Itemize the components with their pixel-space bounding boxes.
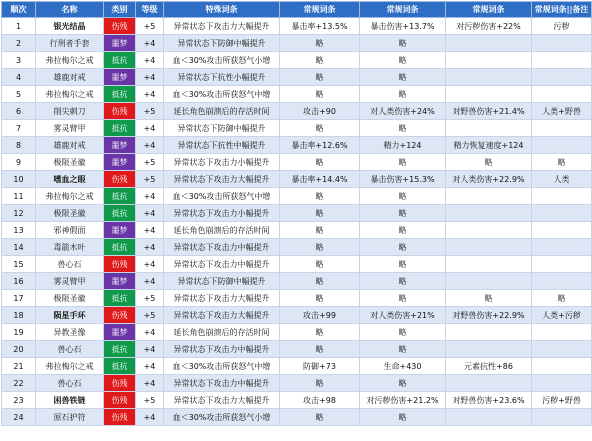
cell-regular-1[interactable]: 略 bbox=[280, 86, 360, 103]
cell-regular-2[interactable]: 暴击伤害+13.7% bbox=[360, 18, 446, 35]
cell-regular-2[interactable]: 生命+430 bbox=[360, 358, 446, 375]
cell-index[interactable]: 23 bbox=[2, 392, 36, 409]
cell-regular-2[interactable]: 略 bbox=[360, 188, 446, 205]
table-row bbox=[2, 171, 592, 188]
cell-special[interactable]: 异常状态下攻击力大幅提升 bbox=[164, 392, 280, 409]
cell-notes[interactable] bbox=[532, 324, 592, 341]
cell-level[interactable]: +4 bbox=[136, 375, 164, 392]
cell-index[interactable]: 11 bbox=[2, 188, 36, 205]
col-header-name[interactable]: 名称 bbox=[36, 2, 104, 18]
cell-index[interactable]: 2 bbox=[2, 35, 36, 52]
cell-name[interactable]: 兽心石 bbox=[36, 375, 104, 392]
cell-regular-3[interactable]: 对污秽伤害+22% bbox=[446, 18, 532, 35]
cell-regular-2[interactable]: 精力+124 bbox=[360, 137, 446, 154]
cell-index[interactable]: 4 bbox=[2, 69, 36, 86]
cell-name[interactable]: 兽心石 bbox=[36, 341, 104, 358]
table-row bbox=[2, 239, 592, 256]
cell-name[interactable]: 原石护符 bbox=[36, 409, 104, 426]
cell-regular-3[interactable]: 略 bbox=[446, 154, 532, 171]
cell-category[interactable]: 抵抗 bbox=[104, 341, 136, 358]
cell-special[interactable]: 血＜30%攻击所获怒气中增 bbox=[164, 86, 280, 103]
cell-level[interactable]: +4 bbox=[136, 86, 164, 103]
cell-index[interactable]: 17 bbox=[2, 290, 36, 307]
table-row bbox=[2, 188, 592, 205]
cell-special[interactable]: 异常状态下攻击力大幅提升 bbox=[164, 171, 280, 188]
cell-category[interactable]: 伤残 bbox=[104, 307, 136, 324]
cell-level[interactable]: +4 bbox=[136, 341, 164, 358]
cell-index[interactable]: 12 bbox=[2, 205, 36, 222]
table-row bbox=[2, 103, 592, 120]
table-row bbox=[2, 69, 592, 86]
cell-special[interactable]: 异常状态下攻击力中幅提升 bbox=[164, 256, 280, 273]
cell-regular-1[interactable]: 略 bbox=[280, 256, 360, 273]
cell-notes[interactable]: 人类+野兽 bbox=[532, 103, 592, 120]
cell-regular-1[interactable]: 攻击+99 bbox=[280, 307, 360, 324]
cell-category[interactable]: 抵抗 bbox=[104, 290, 136, 307]
cell-name[interactable]: 极限圣徽 bbox=[36, 205, 104, 222]
cell-index[interactable]: 13 bbox=[2, 222, 36, 239]
table-row bbox=[2, 409, 592, 426]
cell-level[interactable]: +4 bbox=[136, 120, 164, 137]
cell-index[interactable]: 24 bbox=[2, 409, 36, 426]
cell-category[interactable]: 伤残 bbox=[104, 409, 136, 426]
cell-category[interactable]: 抵抗 bbox=[104, 120, 136, 137]
cell-category[interactable]: 抵抗 bbox=[104, 52, 136, 69]
cell-category[interactable]: 噩梦 bbox=[104, 154, 136, 171]
cell-name[interactable]: 兽心石 bbox=[36, 256, 104, 273]
cell-category[interactable]: 伤残 bbox=[104, 103, 136, 120]
cell-notes[interactable] bbox=[532, 52, 592, 69]
cell-regular-3[interactable]: 对人类伤害+22.9% bbox=[446, 171, 532, 188]
table-row bbox=[2, 375, 592, 392]
col-header-regular-3[interactable]: 常规词条 bbox=[446, 2, 532, 18]
cell-level[interactable]: +4 bbox=[136, 69, 164, 86]
table-row bbox=[2, 35, 592, 52]
cell-notes[interactable] bbox=[532, 205, 592, 222]
cell-notes[interactable] bbox=[532, 256, 592, 273]
cell-notes[interactable] bbox=[532, 239, 592, 256]
table-row bbox=[2, 86, 592, 103]
cell-name[interactable]: 极限圣徽 bbox=[36, 154, 104, 171]
cell-name[interactable]: 雄鹿对戒 bbox=[36, 69, 104, 86]
cell-regular-2[interactable]: 略 bbox=[360, 154, 446, 171]
cell-regular-2[interactable]: 略 bbox=[360, 205, 446, 222]
cell-special[interactable]: 异常状态下抗性中幅提升 bbox=[164, 137, 280, 154]
cell-name[interactable]: 行刑者手套 bbox=[36, 35, 104, 52]
cell-special[interactable]: 血＜30%攻击所获怒气小增 bbox=[164, 409, 280, 426]
table-body bbox=[2, 18, 592, 426]
cell-index[interactable]: 5 bbox=[2, 86, 36, 103]
cell-special[interactable]: 异常状态下攻击力小幅提升 bbox=[164, 205, 280, 222]
cell-special[interactable]: 血＜30%攻击所获怒气中增 bbox=[164, 358, 280, 375]
cell-regular-3[interactable] bbox=[446, 52, 532, 69]
cell-special[interactable]: 异常状态下攻击力中幅提升 bbox=[164, 239, 280, 256]
cell-regular-2[interactable]: 略 bbox=[360, 86, 446, 103]
cell-level[interactable]: +4 bbox=[136, 324, 164, 341]
col-header-level[interactable]: 等级 bbox=[136, 2, 164, 18]
cell-regular-2[interactable]: 略 bbox=[360, 239, 446, 256]
cell-category[interactable]: 伤残 bbox=[104, 18, 136, 35]
cell-name[interactable]: 雾灵臂甲 bbox=[36, 273, 104, 290]
cell-special[interactable]: 延长角色崩溃后的存活时间 bbox=[164, 324, 280, 341]
cell-index[interactable]: 19 bbox=[2, 324, 36, 341]
cell-regular-1[interactable]: 略 bbox=[280, 69, 360, 86]
cell-name[interactable]: 弗拉梅尔之戒 bbox=[36, 188, 104, 205]
cell-notes[interactable] bbox=[532, 409, 592, 426]
cell-notes[interactable] bbox=[532, 358, 592, 375]
cell-special[interactable]: 异常状态下攻击力中幅提升 bbox=[164, 375, 280, 392]
cell-name[interactable]: 银光结晶 bbox=[36, 18, 104, 35]
cell-name[interactable]: 弗拉梅尔之戒 bbox=[36, 52, 104, 69]
cell-regular-3[interactable]: 略 bbox=[446, 290, 532, 307]
cell-category[interactable]: 抵抗 bbox=[104, 86, 136, 103]
cell-notes[interactable] bbox=[532, 86, 592, 103]
cell-name[interactable]: 毒箭木叶 bbox=[36, 239, 104, 256]
cell-level[interactable]: +4 bbox=[136, 222, 164, 239]
cell-category[interactable]: 抵抗 bbox=[104, 205, 136, 222]
cell-index[interactable]: 7 bbox=[2, 120, 36, 137]
cell-regular-1[interactable]: 略 bbox=[280, 375, 360, 392]
cell-special[interactable]: 血＜30%攻击所获怒气中增 bbox=[164, 188, 280, 205]
cell-category[interactable]: 噩梦 bbox=[104, 324, 136, 341]
cell-name[interactable]: 弗拉梅尔之戒 bbox=[36, 358, 104, 375]
table-row bbox=[2, 222, 592, 239]
table-row bbox=[2, 52, 592, 69]
cell-regular-1[interactable]: 略 bbox=[280, 341, 360, 358]
cell-regular-3[interactable]: 对野兽伤害+21.4% bbox=[446, 103, 532, 120]
cell-index[interactable]: 8 bbox=[2, 137, 36, 154]
table-row bbox=[2, 256, 592, 273]
cell-index[interactable]: 3 bbox=[2, 52, 36, 69]
col-header-regular-1[interactable]: 常规词条 bbox=[280, 2, 360, 18]
cell-regular-3[interactable] bbox=[446, 205, 532, 222]
cell-name[interactable]: 弗拉梅尔之戒 bbox=[36, 86, 104, 103]
cell-regular-2[interactable]: 略 bbox=[360, 341, 446, 358]
cell-level[interactable]: +4 bbox=[136, 256, 164, 273]
cell-regular-1[interactable]: 攻击+90 bbox=[280, 103, 360, 120]
cell-name[interactable]: 嗜血之眼 bbox=[36, 171, 104, 188]
col-header-category[interactable]: 类别 bbox=[104, 2, 136, 18]
cell-notes[interactable]: 人类 bbox=[532, 171, 592, 188]
col-header-notes[interactable]: 常规词条||备注 bbox=[532, 2, 592, 18]
cell-regular-2[interactable]: 略 bbox=[360, 375, 446, 392]
table-row bbox=[2, 341, 592, 358]
table-row bbox=[2, 273, 592, 290]
cell-regular-2[interactable]: 略 bbox=[360, 120, 446, 137]
cell-name[interactable]: 雄鹿对戒 bbox=[36, 137, 104, 154]
cell-regular-1[interactable]: 防御+73 bbox=[280, 358, 360, 375]
col-header-regular-2[interactable]: 常规词条 bbox=[360, 2, 446, 18]
cell-level[interactable]: +4 bbox=[136, 188, 164, 205]
cell-notes[interactable]: 污秽+野兽 bbox=[532, 392, 592, 409]
cell-category[interactable]: 噩梦 bbox=[104, 273, 136, 290]
cell-regular-1[interactable]: 略 bbox=[280, 409, 360, 426]
cell-index[interactable]: 6 bbox=[2, 103, 36, 120]
cell-special[interactable]: 异常状态下攻击力大幅提升 bbox=[164, 290, 280, 307]
table-row bbox=[2, 324, 592, 341]
cell-notes[interactable] bbox=[532, 222, 592, 239]
cell-category[interactable]: 伤残 bbox=[104, 375, 136, 392]
cell-name[interactable]: 邪神假面 bbox=[36, 222, 104, 239]
cell-category[interactable]: 抵抗 bbox=[104, 239, 136, 256]
col-header-special[interactable]: 特殊词条 bbox=[164, 2, 280, 18]
cell-regular-3[interactable]: 精力恢复速度+124 bbox=[446, 137, 532, 154]
cell-notes[interactable] bbox=[532, 35, 592, 52]
cell-special[interactable]: 异常状态下防御中幅提升 bbox=[164, 120, 280, 137]
cell-regular-1[interactable]: 暴击率+14.4% bbox=[280, 171, 360, 188]
col-header-index[interactable]: 顺次 bbox=[2, 2, 36, 18]
cell-index[interactable]: 21 bbox=[2, 358, 36, 375]
cell-index[interactable]: 1 bbox=[2, 18, 36, 35]
cell-regular-1[interactable]: 略 bbox=[280, 273, 360, 290]
cell-notes[interactable] bbox=[532, 341, 592, 358]
cell-special[interactable]: 异常状态下攻击力大幅提升 bbox=[164, 307, 280, 324]
cell-regular-1[interactable]: 暴击率+13.5% bbox=[280, 18, 360, 35]
cell-name[interactable]: 雾灵臂甲 bbox=[36, 120, 104, 137]
cell-regular-1[interactable]: 略 bbox=[280, 120, 360, 137]
cell-regular-1[interactable]: 略 bbox=[280, 52, 360, 69]
cell-index[interactable]: 14 bbox=[2, 239, 36, 256]
cell-special[interactable]: 异常状态下防御中幅提升 bbox=[164, 35, 280, 52]
cell-regular-3[interactable] bbox=[446, 273, 532, 290]
cell-regular-3[interactable]: 对野兽伤害+22.9% bbox=[446, 307, 532, 324]
cell-regular-1[interactable]: 暴击率+12.6% bbox=[280, 137, 360, 154]
cell-regular-2[interactable]: 略 bbox=[360, 324, 446, 341]
cell-category[interactable]: 伤残 bbox=[104, 256, 136, 273]
cell-notes[interactable]: 人类+污秽 bbox=[532, 307, 592, 324]
cell-notes[interactable] bbox=[532, 273, 592, 290]
cell-index[interactable]: 20 bbox=[2, 341, 36, 358]
cell-regular-2[interactable]: 对人类伤害+24% bbox=[360, 103, 446, 120]
cell-regular-2[interactable]: 略 bbox=[360, 256, 446, 273]
cell-regular-3[interactable] bbox=[446, 86, 532, 103]
cell-category[interactable]: 噩梦 bbox=[104, 222, 136, 239]
cell-regular-3[interactable] bbox=[446, 375, 532, 392]
cell-category[interactable]: 噩梦 bbox=[104, 35, 136, 52]
cell-level[interactable]: +4 bbox=[136, 35, 164, 52]
cell-regular-2[interactable]: 略 bbox=[360, 69, 446, 86]
table-row bbox=[2, 18, 592, 35]
cell-category[interactable]: 抵抗 bbox=[104, 358, 136, 375]
cell-regular-1[interactable]: 略 bbox=[280, 324, 360, 341]
cell-regular-3[interactable] bbox=[446, 188, 532, 205]
cell-regular-2[interactable]: 略 bbox=[360, 409, 446, 426]
cell-regular-3[interactable] bbox=[446, 324, 532, 341]
cell-special[interactable]: 异常状态下防御中幅提升 bbox=[164, 273, 280, 290]
table-row bbox=[2, 307, 592, 324]
cell-regular-2[interactable]: 略 bbox=[360, 35, 446, 52]
cell-index[interactable]: 22 bbox=[2, 375, 36, 392]
cell-notes[interactable]: 污秽 bbox=[532, 18, 592, 35]
cell-special[interactable]: 异常状态下攻击力大幅提升 bbox=[164, 18, 280, 35]
cell-regular-2[interactable]: 暴击伤害+15.3% bbox=[360, 171, 446, 188]
cell-category[interactable]: 噩梦 bbox=[104, 137, 136, 154]
table-row bbox=[2, 137, 592, 154]
cell-notes[interactable] bbox=[532, 137, 592, 154]
table-row bbox=[2, 154, 592, 171]
cell-category[interactable]: 伤残 bbox=[104, 392, 136, 409]
cell-name[interactable]: 陨星手环 bbox=[36, 307, 104, 324]
cell-index[interactable]: 10 bbox=[2, 171, 36, 188]
cell-notes[interactable] bbox=[532, 375, 592, 392]
cell-regular-1[interactable]: 略 bbox=[280, 35, 360, 52]
table-row bbox=[2, 290, 592, 307]
cell-regular-3[interactable] bbox=[446, 35, 532, 52]
cell-regular-3[interactable] bbox=[446, 239, 532, 256]
cell-name[interactable]: 极限圣徽 bbox=[36, 290, 104, 307]
cell-regular-1[interactable]: 略 bbox=[280, 239, 360, 256]
cell-level[interactable]: +5 bbox=[136, 171, 164, 188]
cell-regular-1[interactable]: 略 bbox=[280, 290, 360, 307]
cell-level[interactable]: +4 bbox=[136, 409, 164, 426]
cell-regular-3[interactable]: 元素抗性+86 bbox=[446, 358, 532, 375]
cell-index[interactable]: 16 bbox=[2, 273, 36, 290]
cell-special[interactable]: 延长角色崩溃后的存活时间 bbox=[164, 222, 280, 239]
cell-index[interactable]: 18 bbox=[2, 307, 36, 324]
table-row bbox=[2, 120, 592, 137]
cell-index[interactable]: 15 bbox=[2, 256, 36, 273]
cell-level[interactable]: +5 bbox=[136, 18, 164, 35]
cell-regular-2[interactable]: 对人类伤害+21% bbox=[360, 307, 446, 324]
cell-level[interactable]: +4 bbox=[136, 205, 164, 222]
cell-category[interactable]: 噩梦 bbox=[104, 69, 136, 86]
table-row bbox=[2, 392, 592, 409]
cell-regular-3[interactable]: 对野兽伤害+23.6% bbox=[446, 392, 532, 409]
cell-regular-1[interactable]: 略 bbox=[280, 188, 360, 205]
cell-regular-3[interactable] bbox=[446, 341, 532, 358]
table-row bbox=[2, 358, 592, 375]
cell-notes[interactable]: 略 bbox=[532, 154, 592, 171]
cell-regular-2[interactable]: 略 bbox=[360, 290, 446, 307]
table-row bbox=[2, 205, 592, 222]
cell-level[interactable]: +5 bbox=[136, 307, 164, 324]
cell-regular-1[interactable]: 攻击+98 bbox=[280, 392, 360, 409]
cell-level[interactable]: +5 bbox=[136, 103, 164, 120]
cell-regular-2[interactable]: 略 bbox=[360, 222, 446, 239]
cell-notes[interactable] bbox=[532, 188, 592, 205]
cell-level[interactable]: +4 bbox=[136, 137, 164, 154]
cell-index[interactable]: 9 bbox=[2, 154, 36, 171]
cell-name[interactable]: 异教圣像 bbox=[36, 324, 104, 341]
cell-regular-3[interactable] bbox=[446, 120, 532, 137]
cell-name[interactable]: 削尖刺刀 bbox=[36, 103, 104, 120]
cell-regular-1[interactable]: 略 bbox=[280, 205, 360, 222]
cell-special[interactable]: 异常状态下攻击力小幅提升 bbox=[164, 154, 280, 171]
cell-category[interactable]: 伤残 bbox=[104, 171, 136, 188]
cell-regular-3[interactable] bbox=[446, 222, 532, 239]
cell-special[interactable]: 延长角色崩溃后的存活时间 bbox=[164, 103, 280, 120]
cell-regular-2[interactable]: 略 bbox=[360, 273, 446, 290]
cell-regular-2[interactable]: 略 bbox=[360, 52, 446, 69]
cell-notes[interactable] bbox=[532, 69, 592, 86]
cell-level[interactable]: +5 bbox=[136, 154, 164, 171]
spreadsheet-view bbox=[0, 1, 589, 441]
cell-category[interactable]: 抵抗 bbox=[104, 188, 136, 205]
cell-special[interactable]: 异常状态下抗性小幅提升 bbox=[164, 69, 280, 86]
cell-notes[interactable] bbox=[532, 120, 592, 137]
cell-level[interactable]: +4 bbox=[136, 239, 164, 256]
cell-level[interactable]: +4 bbox=[136, 52, 164, 69]
relic-table bbox=[1, 1, 592, 426]
header-row bbox=[2, 2, 592, 18]
cell-regular-3[interactable] bbox=[446, 256, 532, 273]
cell-regular-3[interactable] bbox=[446, 69, 532, 86]
cell-regular-3[interactable] bbox=[446, 409, 532, 426]
cell-regular-1[interactable]: 略 bbox=[280, 222, 360, 239]
cell-regular-2[interactable]: 对污秽伤害+21.2% bbox=[360, 392, 446, 409]
cell-notes[interactable]: 略 bbox=[532, 290, 592, 307]
cell-special[interactable]: 异常状态下攻击力中幅提升 bbox=[164, 341, 280, 358]
cell-level[interactable]: +4 bbox=[136, 273, 164, 290]
cell-level[interactable]: +5 bbox=[136, 392, 164, 409]
cell-special[interactable]: 血＜30%攻击所获怒气小增 bbox=[164, 52, 280, 69]
cell-name[interactable]: 困兽铁链 bbox=[36, 392, 104, 409]
cell-regular-1[interactable]: 略 bbox=[280, 154, 360, 171]
cell-level[interactable]: +5 bbox=[136, 290, 164, 307]
cell-level[interactable]: +4 bbox=[136, 358, 164, 375]
